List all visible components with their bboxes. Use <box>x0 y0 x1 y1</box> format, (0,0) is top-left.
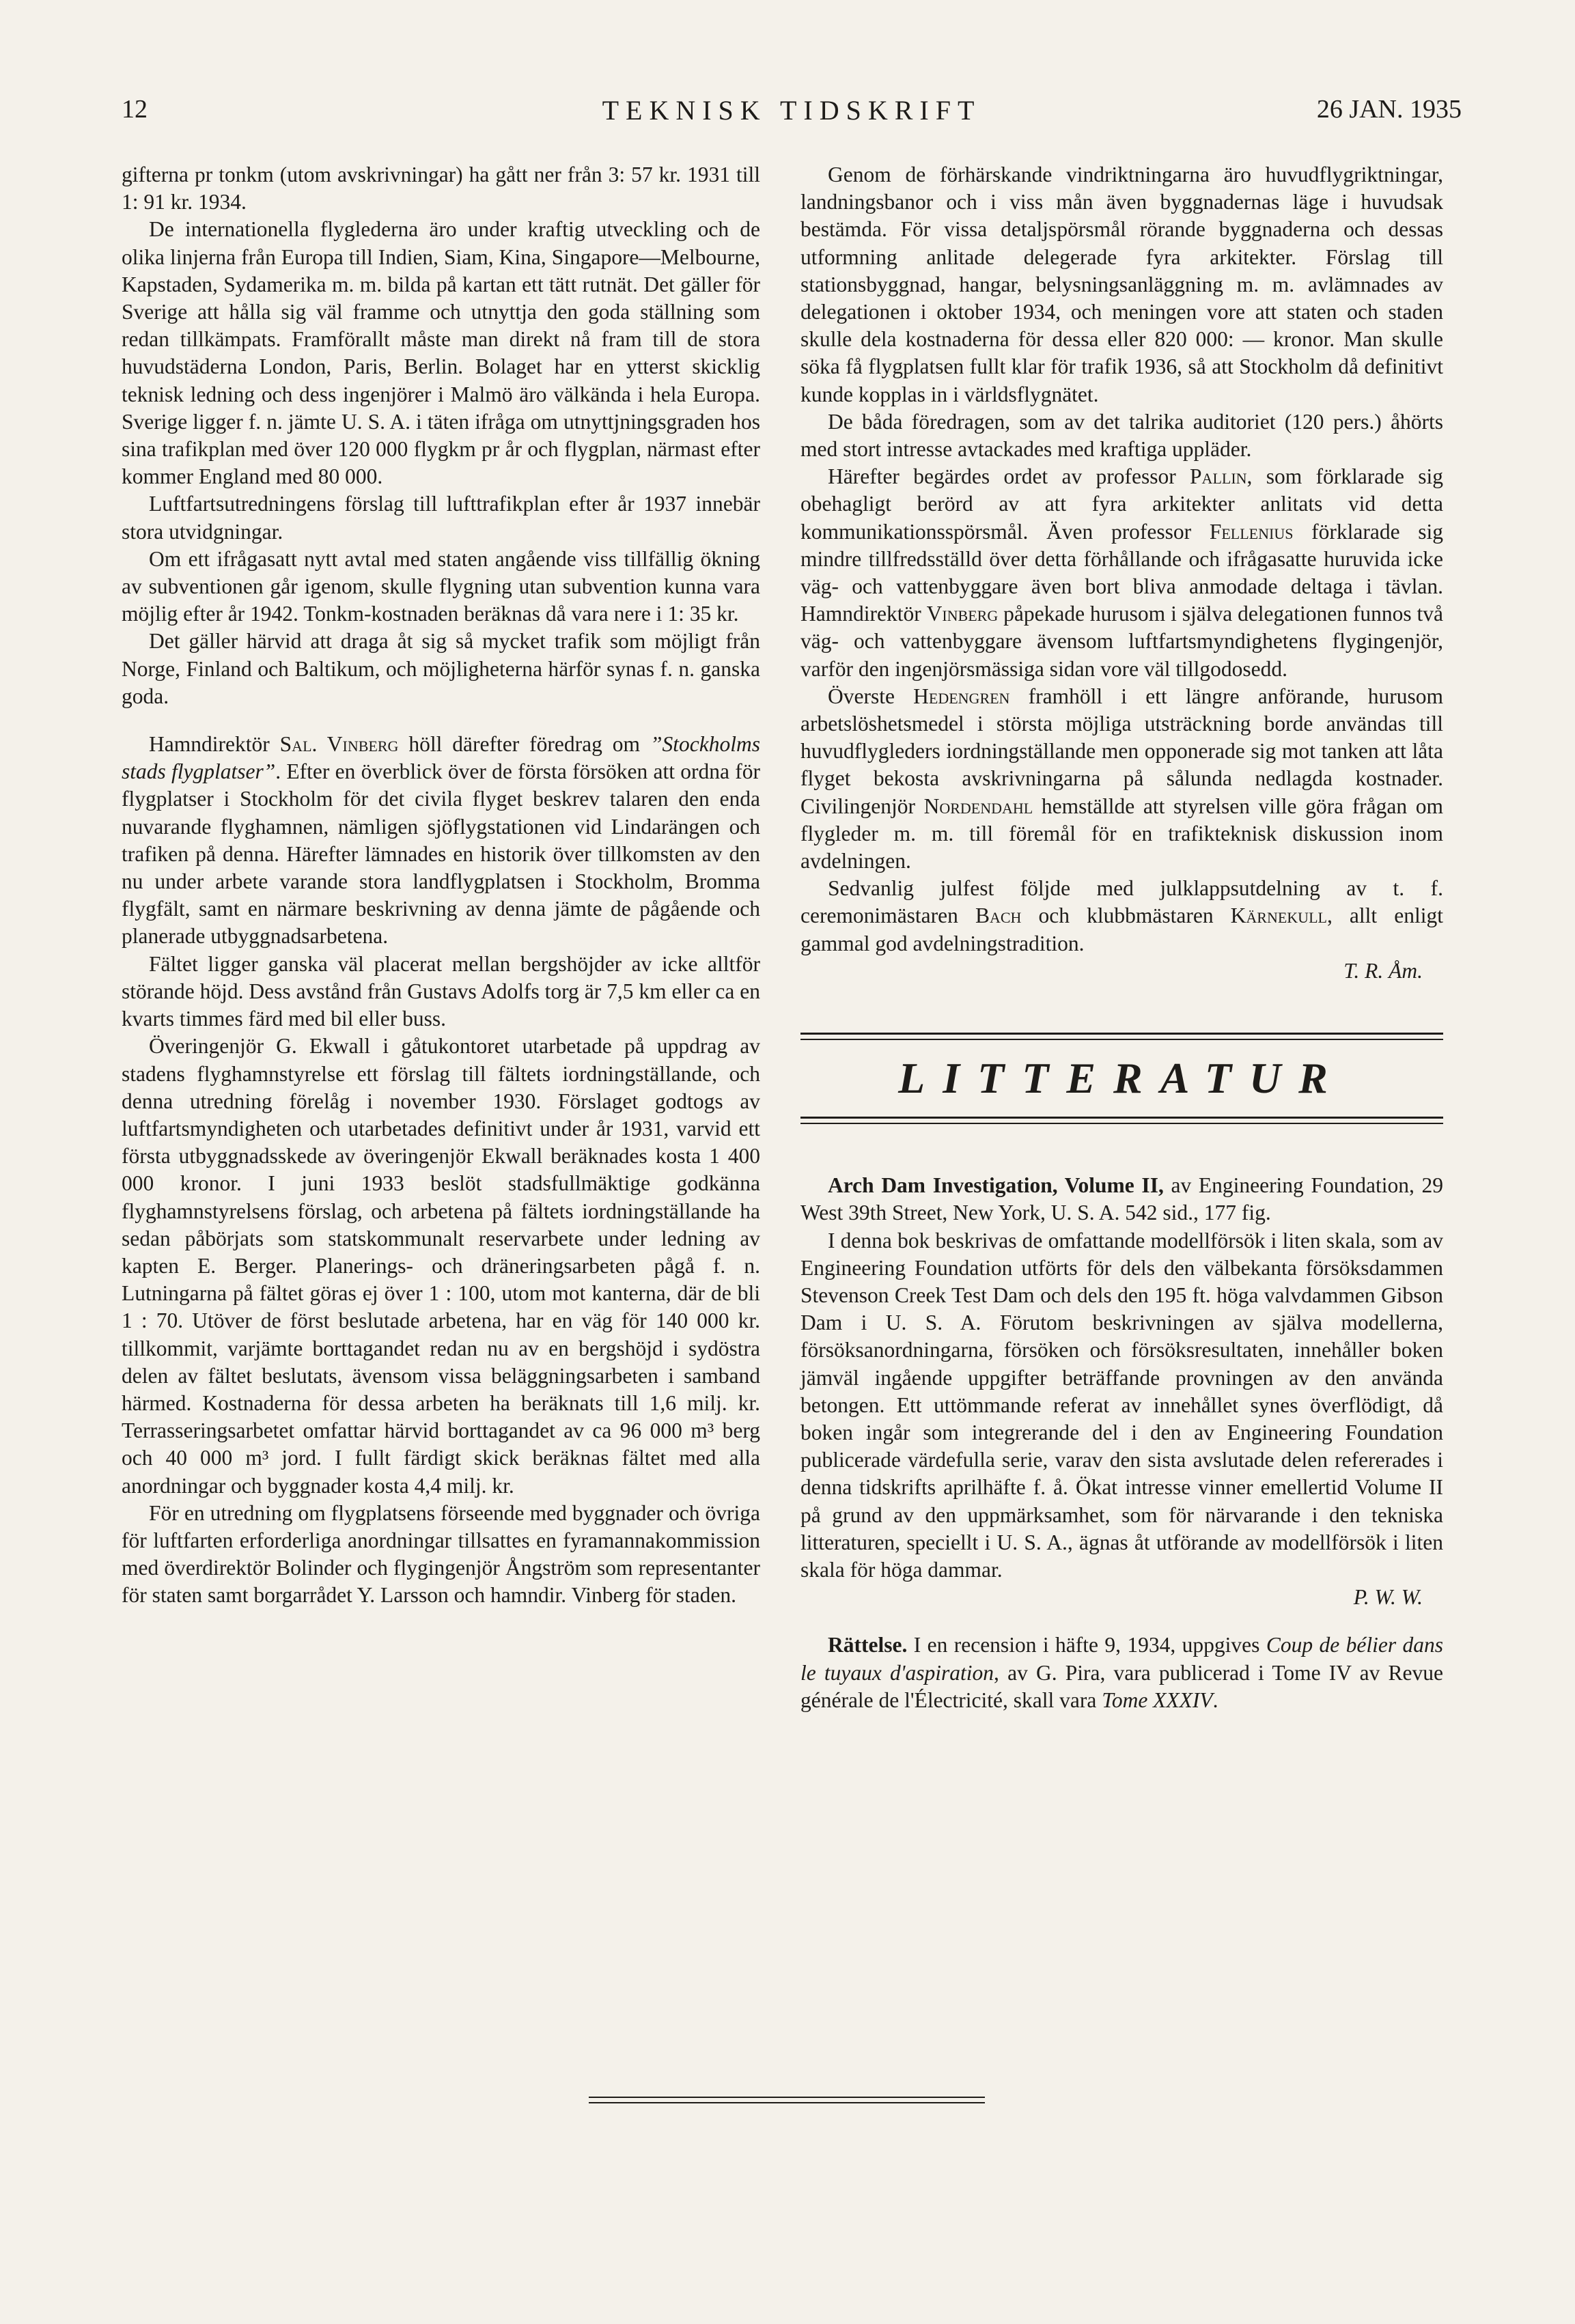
page-number: 12 <box>122 95 148 124</box>
signature: T. R. Åm. <box>1343 958 1423 983</box>
paragraph: För en utredning om flygplatsens förseende med byggnader och övriga för luftfarten erforderliga anordningar tillsattes en fyramannakommission med överdirektör Bolinder och flygingenjör Ångström som representanter för staten samt borgarrådet Y. Larsson och hamndir. Vinberg för staden. <box>122 1500 760 1608</box>
correction-label: Rättelse. <box>828 1633 908 1657</box>
paragraph: gifterna pr tonkm (utom avskrivningar) ha gått ner från 3: 57 kr. 1931 till 1: 91 kr. 1934. <box>122 163 760 214</box>
text-run: Coup de bélier dans le tuyaux d'aspiration <box>800 1633 1443 1685</box>
lecture-title: ”Stockholms stads flygplatser” <box>122 732 761 784</box>
paragraph: I denna bok beskrivas de omfattande modellförsök i liten skala, som av Engineering Foundation utförts för dels den välbekanta försöksdammen Stevenson Creek Test Dam och dels den 195 ft. höga valvdammen Gibson Dam i U. S. A. Förutom beskrivningen av själva modellerna, försöksanordningarna, försöken och försöksresultaten, innehåller boken jämväl ingående uppgifter beträffande provningen av den använda betongen. Ett uttömmande referat av innehållet synes överflödigt, då boken ingår som integrerande del i den av Engineering Foundation publicerade värdefulla serie, varav den sista avslutade delen refererades i denna tidskrifts aprilhäfte f. å. Ökat intresse vinner emellertid Volume II på grund av den uppmärksamhet, som för närvarande i den tekniska litteraturen, speciellt i U. S. A., ägnas åt utförande av modellförsök i liten skala för höga dammar. <box>800 1228 1443 1582</box>
text-run: hemställde att styrelsen ville göra frågan om flygleder m. m. till föremål för en trafikteknisk diskussion inom avdelningen. <box>800 794 1443 873</box>
review-title: Arch Dam Investigation, Volume II, <box>828 1173 1164 1198</box>
page-header <box>122 94 1462 135</box>
signature: P. W. W. <box>1353 1585 1423 1610</box>
end-rule <box>589 2102 985 2103</box>
review-header <box>800 1172 1443 1227</box>
person-name: Vinberg <box>926 602 999 626</box>
text-run: , som förklarade sig obehagligt berörd av att fyra arkitekter anlitats vid detta kommunikationsspörsmål. Även professor <box>800 464 1443 544</box>
person-name: Sal. Vinberg <box>279 732 399 757</box>
paragraph <box>800 463 1443 683</box>
text-run: Sedvanlig julfest följde med julklappsutdelning av t. f. ceremonimästaren <box>800 876 1443 928</box>
issue-date: 26 JAN. 1935 <box>1316 95 1462 124</box>
end-rule <box>589 2097 985 2098</box>
paragraph: De internationella flyglederna äro under kraftig utveckling och de olika linjerna från Europa till Indien, Siam, Kina, Singapore—Melbourne, Kapstaden, Sydamerika m. m. bilda på kartan ett tätt rutnät. Det gäller för Sverige att hålla sig väl framme och utnyttja den goda ställning som redan tillkämpats. Framförallt måste man direkt nå fram till de stora huvudstäderna London, Paris, Berlin. Bolaget har en ytterst skicklig teknisk ledning och dess ingenjörer i Malmö äro välkända i hela Europa. Sverige ligger f. n. jämte U. S. A. i täten ifråga om utnyttjningsgraden hos sina trafikplan med över 120 000 flygkm pr år och flygplan, närmast efter kommer England med 80 000. <box>122 217 760 489</box>
paragraph <box>800 683 1443 875</box>
section-rule-bottom <box>800 1117 1443 1119</box>
text-run: . <box>1212 1688 1218 1712</box>
section-rule-top <box>800 1033 1443 1035</box>
paragraph: De båda föredragen, som av det talrika auditoriet (120 pers.) åhörts med stort intresse avtackades med kraftiga uppläder. <box>800 409 1443 462</box>
correction <box>800 1632 1443 1714</box>
text-run: påpekade hurusom i själva delegationen funnos två väg- och vattenbyggare ävensom luftfartsmyndighetens flygingenjör, varför den ingenjörsmässiga sidan vore väl tillgodosedd. <box>800 602 1444 681</box>
paragraph: Om ett ifrågasatt nytt avtal med staten angående viss tillfällig ökning av subventionen går igenom, skulle flygning utan subvention kunna vara möjlig efter år 1942. Tonkm-kostnaden beräknas då vara nere i 1: 35 kr. <box>122 546 760 626</box>
text-run: Härefter begärdes ordet av professor <box>828 464 1190 489</box>
journal-title: TEKNISK TIDSKRIFT <box>602 95 981 126</box>
paragraph-lecture <box>122 731 760 951</box>
section-rule-top-thin <box>800 1039 1443 1040</box>
text-run: framhöll i ett längre anförande, hurusom arbetslöshetsmedel i största möjliga utsträckning borde användas till huvudflygleders iordningställande men opponerade sig mot tanken att låta flyget bekosta avskrivningarna på sålunda nedlagda kostnader. Civilingenjör <box>800 684 1443 818</box>
text-run: av Engineering Foundation, 29 West 39th Street, New York, U. S. A. 542 sid., 177 fig. <box>800 1173 1443 1225</box>
paragraph: Fältet ligger ganska väl placerat mellan bergshöjder av icke alltför störande höjd. Dess avstånd från Gustavs Adolfs torg är 7,5 km eller ca en kvarts timmes färd med bil eller buss. <box>122 951 760 1031</box>
person-name: Hedengren <box>913 684 1010 708</box>
paragraph: Luftfartsutredningens förslag till lufttrafikplan efter år 1937 innebär stora utvidgningar. <box>122 492 760 544</box>
right-column <box>800 161 1443 1714</box>
text-run: Tome XXXIV <box>1102 1688 1213 1712</box>
text-run: . Efter en överblick över de första försöken att ordna för flygplatser i Stockholm för det civila flyget beskrev talaren den enda nuvarande flyghamnen, nämligen sjöflygstationen vid Lindarängen och trafiken på denna. Härefter lämnades en historik över tillkomsten av den nu under arbete varande stora landflygplatsen i Stockholm, Bromma flygfält, samt en närmare beskrivning av denna jämte de pågående och planerade utbyggnadsarbetena. <box>122 759 761 949</box>
text-run: , av G. Pira, vara publicerad i Tome IV av Revue générale de l'Électricité, skall vara <box>800 1660 1443 1712</box>
text-run: I en recension i häfte 9, 1934, uppgives <box>907 1633 1266 1657</box>
text-run: förklarade sig mindre tillfredsställd över detta förhållande och ifrågasatte huruvida icke väg- och vattenbyggare även bort bliva anmodade deltaga i tävlan. Hamndirektör <box>800 519 1443 626</box>
text-run: Överste <box>828 684 914 708</box>
paragraph <box>800 875 1443 957</box>
paragraph: Överingenjör G. Ekwall i gåtukontoret utarbetade på uppdrag av stadens flyghamnstyrelse ett förslag till fältets iordningställande, och denna utredning förelåg i november 1930. Förslaget godtogs av luftfartsmyndigheten och utarbetades definitivt under år 1931, varvid ett första utbyggnadsskede av överingenjör Ekwall beräknades kosta 1 400 000 kronor. I juni 1933 beslöt stadsfullmäktige godkänna flyghamnstyrelsens förslag, och arbetena på fältets iordningställande ha sedan påbörjats som statskommunalt reservarbete under ledning av kapten E. Berger. Planerings- och dräneringsarbeten pågå f. n. Lutningarna på fältet göras ej över 1 : 100, utom mot kanterna, där de bli 1 : 70. Utöver de först beslutade arbetena, har en väg för 140 000 kr. tillkommit, varjämte borttagandet redan nu av en bergshöjd i sydöstra delen av fältet beslutats, ävensom vissa beläggningsarbeten i samband härmed. Kostnaderna för dessa arbeten ha beräknats till 1,6 milj. kr. Terrasseringsarbetet omfattar härvid borttagandet av ca 96 000 m³ berg och 40 000 m³ jord. I fullt färdigt skick beräknas fältet med alla anordningar och byggnader kosta 4,4 milj. kr. <box>122 1034 760 1498</box>
text-run: höll därefter föredrag om <box>398 732 651 757</box>
text-run: , allt enligt gammal god avdelningstradition. <box>800 904 1443 955</box>
person-name: Pallin <box>1190 464 1247 489</box>
person-name: Kärnekull <box>1230 904 1327 928</box>
person-name: Bach <box>975 904 1022 928</box>
person-name: Fellenius <box>1209 519 1294 544</box>
left-column <box>122 161 760 1610</box>
text-run: Hamndirektör <box>149 732 280 757</box>
person-name: Nordendahl <box>923 794 1033 818</box>
paragraph: Det gäller härvid att draga åt sig så mycket trafik som möjligt från Norge, Finland och Baltikum, och möjligheterna härför synas f. n. ganska goda. <box>122 629 760 708</box>
section-heading: LITTERATUR <box>898 1054 1346 1103</box>
paragraph: Genom de förhärskande vindriktningarna äro huvudflygriktningar, landningsbanor och i viss mån även byggnadernas läge i huvudsak bestämda. För vissa detaljspörsmål rörande byggnaderna och dessas utformning anlitade delegerade fyra arkitekter. Förslag till stationsbyggnad, hangar, belysningsanläggning m. m. avlämnades av delegationen i oktober 1934, och meningen vore att staten och staden skulle dela kostnaderna för dessa eller 820 000: — kronor. Man skulle söka få flygplatsen fullt klar för trafik 1936, så att Stockholm då definitivt kunde kopplas in i världsflygnätet. <box>800 163 1443 406</box>
text-run: och klubbmästaren <box>1021 904 1231 928</box>
